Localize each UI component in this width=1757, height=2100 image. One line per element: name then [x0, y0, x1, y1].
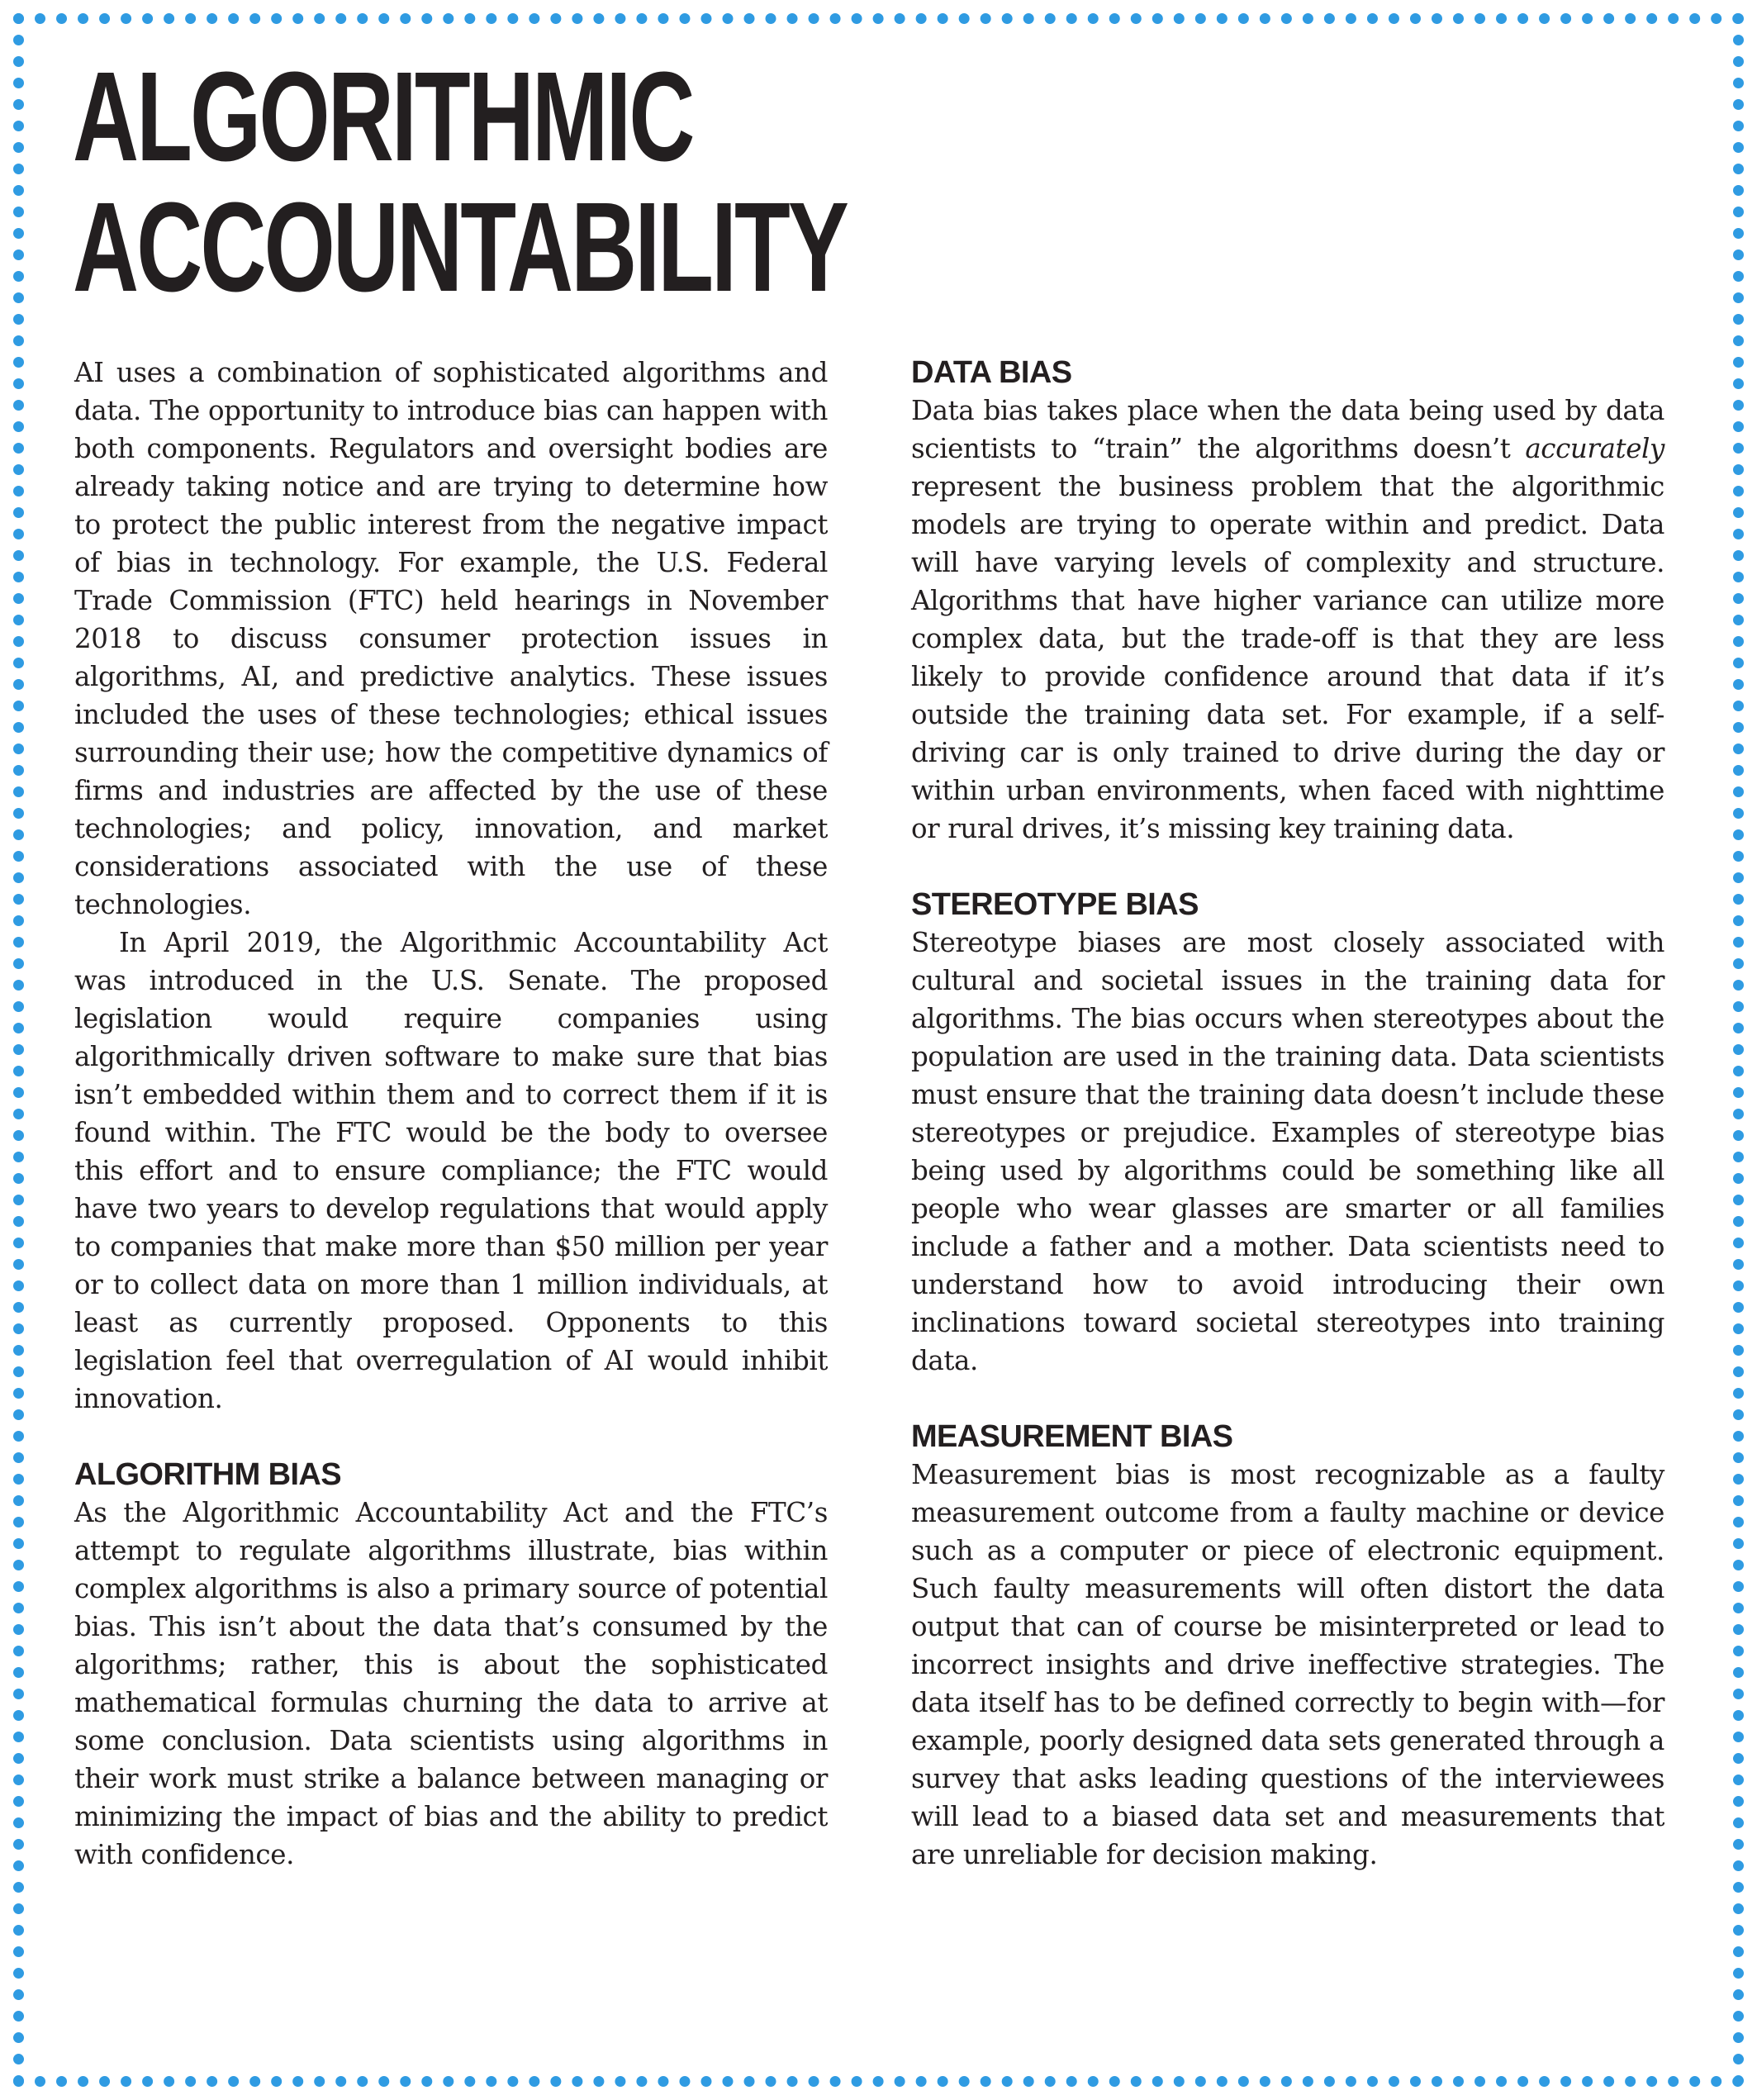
intro-paragraph-2: In April 2019, the Algorithmic Accountability Act was introduced in the U.S. Senate. The proposed legislation would require companies using algorithmically driven software to make sure that bias isn’t embedded within them and to correct them if it is found within. The FTC would be the body to oversee this effort and to ensure compliance; the FTC would have two years to develop regulations that would apply to companies that make more than $50 million per year or to collect data on more than 1 million individuals, at least as currently proposed. Opponents to this legislation feel that overregulation of AI would inhibit innovation. [74, 927, 828, 1414]
right-column [911, 354, 1664, 1874]
algorithm-bias-body: As the Algorithmic Accountability Act and the FTC’s attempt to regulate algorithms illustrate, bias within complex algorithms is also a primary source of potential bias. This isn’t about the data that’s consumed by the algorithms; rather, this is about the sophisticated mathematical formulas churning the data to arrive at some conclusion. Data scientists using algorithms in their work must strike a balance between managing or minimizing the impact of bias and the ability to predict with confidence. [74, 1497, 828, 1870]
stereotype-bias-body: Stereotype biases are most closely associated with cultural and societal issues in the training data for algorithms. The bias occurs when stereotypes about the population are used in the training data. Data scientists must ensure that the training data doesn’t include these stereotypes or prejudice. Examples of stereotype bias being used by algorithms could be something like all people who wear glasses are smarter or all families include a father and a mother. Data scientists need to understand how to avoid introducing their own inclinations toward societal stereotypes into training data. [911, 927, 1664, 1376]
data-bias-body-end: represent the business problem that the algorithmic models are trying to operate within and predict. Data will have varying levels of complexity and structure. Algorithms that have higher variance can utilize more complex data, but the trade-off is that they are less likely to provide confidence around that data if it’s outside the training data set. For example, if a self-driving car is only trained to drive during the day or within urban environments, when faced with nighttime or rural drives, it’s missing key training data. [911, 471, 1664, 844]
measurement-bias-body: Measurement bias is most recognizable as a faulty measurement outcome from a faulty machine or device such as a computer or piece of electronic equipment. Such faulty measurements will often distort the data output that can of course be misinterpreted or lead to incorrect insights and drive ineffective strategies. The data itself has to be defined correctly to begin with—for example, poorly designed data sets generated through a survey that asks leading questions of the interviewees will lead to a biased data set and measurements that are unreliable for decision making. [911, 1459, 1664, 1870]
data-bias-body [911, 392, 1664, 848]
data-bias-emphasis: accurately [1525, 433, 1664, 464]
page-title [73, 45, 847, 318]
measurement-bias-heading: MEASUREMENT BIAS [911, 1419, 1233, 1454]
data-bias-heading: DATA BIAS [911, 355, 1072, 390]
title-line-2: ACCOUNTABILITY [73, 176, 847, 318]
data-bias-body-start: Data bias takes place when the data being used by data scientists to “train” the algorithms doesn’t [911, 395, 1664, 464]
algorithm-bias-heading: ALGORITHM BIAS [74, 1457, 342, 1492]
intro-paragraph-1: AI uses a combination of sophisticated algorithms and data. The opportunity to introduce bias can happen with both components. Regulators and oversight bodies are already taking notice and are trying to determine how to protect the public interest from the negative impact of bias in technology. For example, the U.S. Federal Trade Commission (FTC) held hearings in November 2018 to discuss consumer protection issues in algorithms, AI, and predictive analytics. These issues included the uses of these technologies; ethical issues surrounding their use; how the competitive dynamics of firms and industries are affected by the use of these technologies; and policy, innovation, and market considerations associated with the use of these technologies. [74, 357, 828, 920]
stereotype-bias-heading: STEREOTYPE BIAS [911, 887, 1199, 922]
title-line-1: ALGORITHMIC [73, 45, 693, 188]
left-column [74, 354, 828, 1874]
